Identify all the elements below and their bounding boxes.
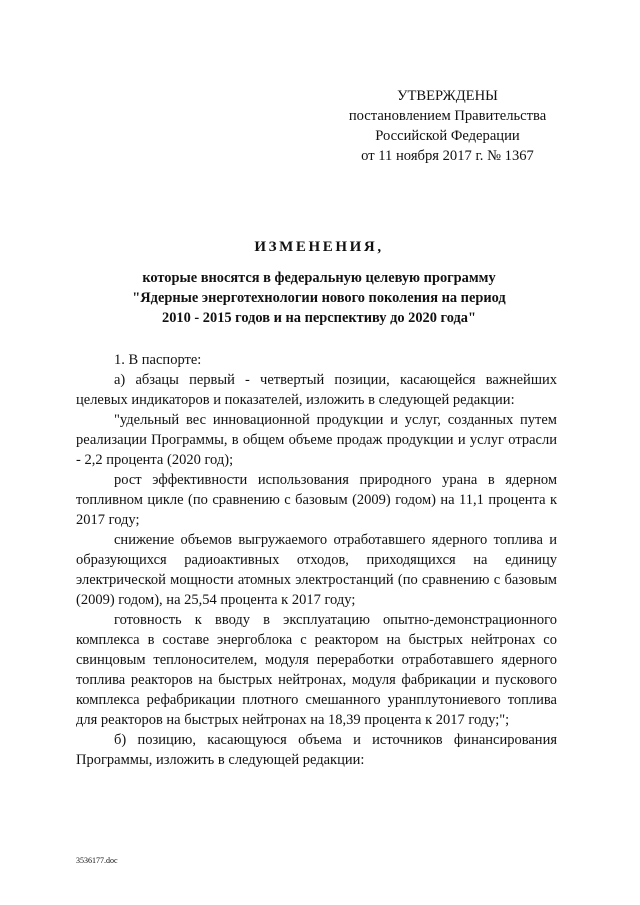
paragraph-3: "удельный вес инновационной продукции и услуг, созданных путем реализации Программы, в общем объеме продаж продукции и услуг отрасли - 2,2 процента (2020 год); [76, 412, 557, 468]
document-heading [76, 236, 562, 328]
paragraph-4: рост эффективности использования природного урана в ядерном топливном цикле (по сравнению с базовым (2009) годом) на 11,1 процента к 2017 году; [76, 472, 557, 528]
heading-line-3: 2010 - 2015 годов и на перспективу до 2020 года" [162, 310, 476, 326]
paragraph-6: готовность к вводу в эксплуатацию опытно-демонстрационного комплекса в составе энергоблока с реактором на быстрых нейтронах со свинцовым теплоносителем, модуля переработки отработавшего ядерного топлива реакторов на быстрых нейтронах, модуля фабрикации и пускового комплекса рефабрикации плотного смешанного уранплутониевого топлива для реакторов на быстрых нейтронах на 18,39 процента к 2017 году;"; [76, 612, 557, 728]
paragraph-2: а) абзацы первый - четвертый позиции, касающейся важнейших целевых индикаторов и показателей, изложить в следующей редакции: [76, 372, 557, 408]
paragraph-1: 1. В паспорте: [114, 352, 202, 368]
approval-line-3: от 11 ноября 2017 г. № 1367 [361, 148, 534, 164]
heading-title: ИЗМЕНЕНИЯ, [254, 239, 384, 255]
approval-line-1: постановлением Правительства [348, 108, 547, 124]
paragraph-7: б) позицию, касающуюся объема и источников финансирования Программы, изложить в следующей редакции: [76, 732, 557, 768]
heading-line-1: которые вносятся в федеральную целевую программу [142, 270, 496, 286]
document-id-footer: 3536177.doc [76, 856, 118, 865]
approval-line-2: Российской Федерации [375, 128, 520, 144]
approval-block [340, 86, 555, 166]
approval-title: УТВЕРЖДЕНЫ [397, 88, 498, 104]
heading-subtitle [76, 268, 562, 328]
document-body [76, 350, 557, 770]
heading-line-2: "Ядерные энерготехнологии нового поколения на период [132, 290, 506, 306]
paragraph-5: снижение объемов выгружаемого отработавшего ядерного топлива и образующихся радиоактивных отходов, приходящихся на единицу электрической мощности атомных электростанций (по сравнению с базовым (2009) годом), на 25,54 процента к 2017 году; [76, 532, 557, 608]
